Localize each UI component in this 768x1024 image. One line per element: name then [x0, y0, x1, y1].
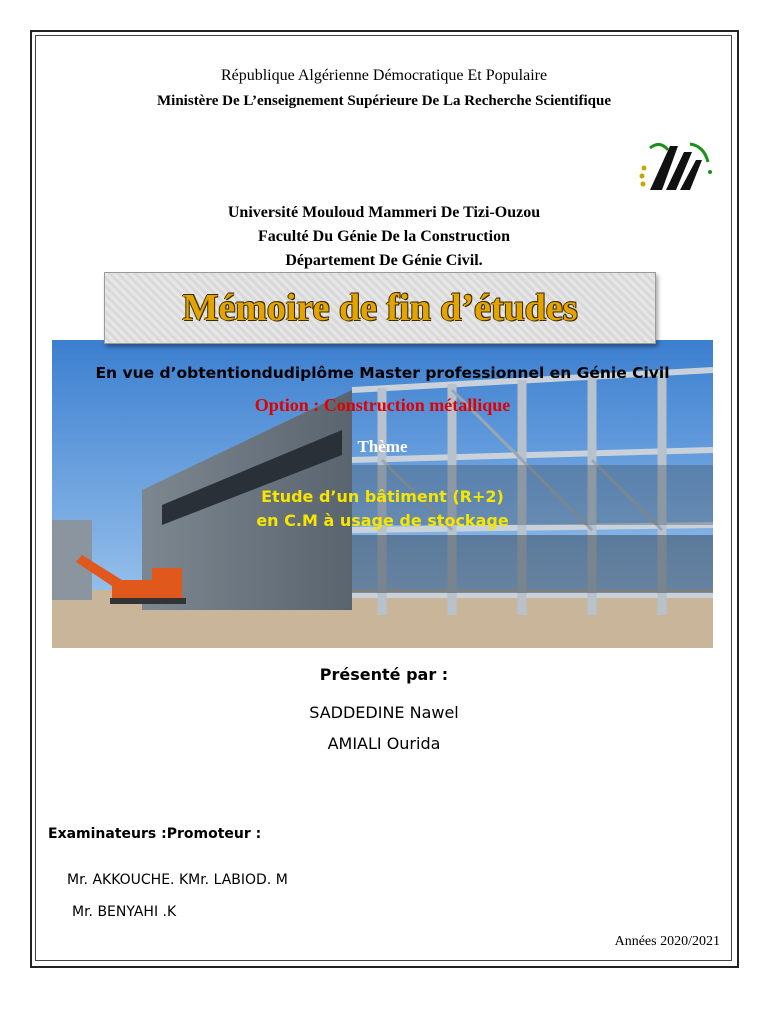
department-name: Département De Génie Civil.: [285, 252, 483, 269]
title-banner: [104, 272, 656, 344]
jury-label: Examinateurs :Promoteur :: [48, 826, 262, 842]
jury-line-2: Mr. BENYAHI .K: [72, 904, 177, 920]
faculty-name: Faculté Du Génie De la Construction: [258, 228, 510, 245]
ministry-heading: Ministère De L’enseignement Supérieure De La Recherche Scientifique: [157, 93, 611, 109]
theme-title-line1: Etude d’un bâtiment (R+2): [261, 487, 504, 506]
university-logo-icon: [630, 138, 722, 200]
theme-label: Thème: [357, 437, 408, 456]
university-name: Université Mouloud Mammeri De Tizi-Ouzou: [227, 204, 541, 221]
degree-purpose: En vue d’obtentiondudiplôme Master professionnel en Génie Civil: [95, 364, 670, 382]
presented-by-label: Présenté par :: [319, 665, 449, 684]
thesis-title: Mémoire de fin d’études: [182, 287, 578, 329]
republic-heading: République Algérienne Démocratique Et Populaire: [220, 67, 548, 84]
jury-line-1: Mr. AKKOUCHE. KMr. LABIOD. M: [67, 872, 288, 888]
author-name-2: AMIALI Ourida: [327, 734, 441, 753]
theme-title-line2: en C.M à usage de stockage: [256, 511, 509, 530]
option-label: Option : Construction métallique: [254, 395, 511, 415]
author-name-1: SADDEDINE Nawel: [309, 703, 459, 722]
academic-year: Années 2020/2021: [614, 934, 720, 949]
